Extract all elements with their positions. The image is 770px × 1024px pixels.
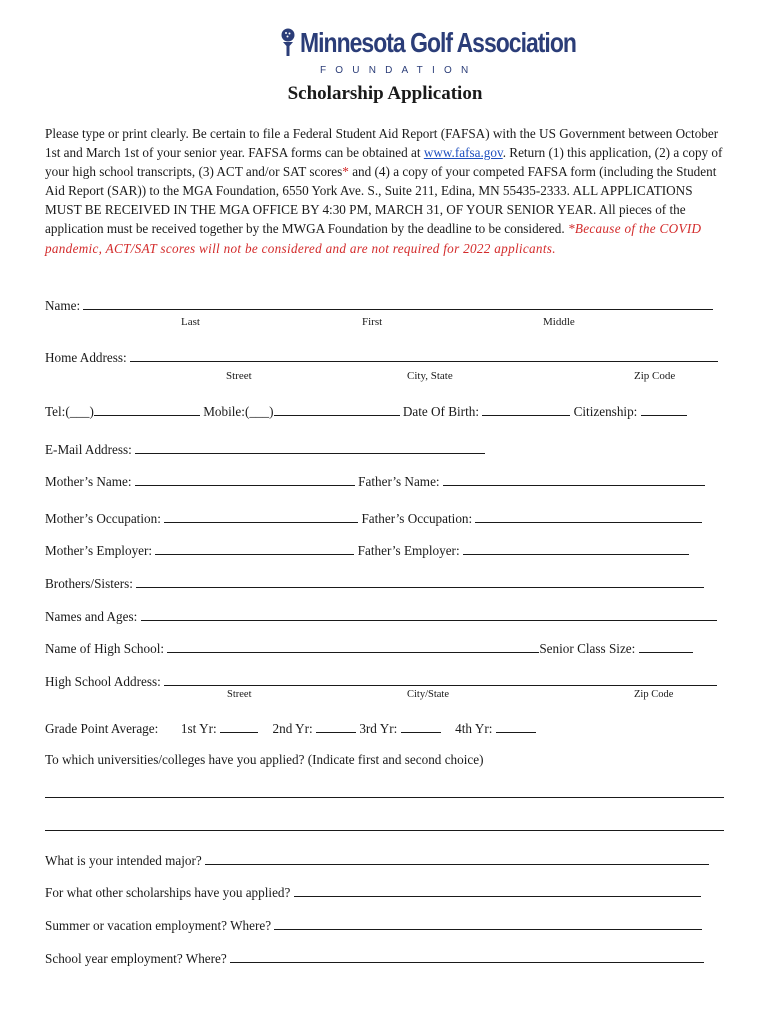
school-employment-label: School year employment? Where? xyxy=(45,951,227,966)
tel-field[interactable] xyxy=(94,403,200,416)
siblings-label: Brothers/Sisters: xyxy=(45,576,133,591)
mothers-occupation-field[interactable] xyxy=(164,510,358,523)
gpa-1st-label: 1st Yr: xyxy=(180,721,217,736)
mobile-field[interactable] xyxy=(274,403,400,416)
class-size-field[interactable] xyxy=(639,640,693,653)
instructions-text-2: . Return (1) this application, (2) a copy of your high school transcripts, (3) ACT and/or SAT scores xyxy=(45,145,723,180)
home-address-label: Home Address: xyxy=(45,350,127,365)
home-address-field[interactable] xyxy=(130,349,718,362)
hs-street-caption: Street xyxy=(227,689,252,700)
summer-employment-field[interactable] xyxy=(274,917,702,930)
gpa-3rd-label: 3rd Yr: xyxy=(359,721,398,736)
instructions-text-1: Please type or print clearly. Be certain to file a Federal Student Aid Report (FAFSA) with the US Government between October 1st and March 1st of your senior year. FAFSA forms can be obtained at xyxy=(45,126,719,161)
covid-note: *Because of the COVID pandemic, ACT/SAT scores will not be considered and are not required for 2022 applicants. xyxy=(45,221,702,256)
mga-foundation-logo xyxy=(278,24,576,80)
colleges-line-1[interactable] xyxy=(45,797,724,798)
hs-address-field[interactable] xyxy=(164,673,717,686)
fathers-occupation-field[interactable] xyxy=(475,510,702,523)
hs-city-caption: City/State xyxy=(407,689,449,700)
form-title: Scholarship Application xyxy=(287,83,483,104)
instructions-paragraph xyxy=(45,124,731,258)
name-field[interactable] xyxy=(83,297,713,310)
other-scholarships-field[interactable] xyxy=(294,884,701,897)
street-caption: Street xyxy=(226,370,252,382)
names-ages-field[interactable] xyxy=(141,608,717,621)
home-address-row xyxy=(45,349,718,366)
email-row xyxy=(45,441,485,458)
dob-label: Date Of Birth: xyxy=(402,404,479,419)
hs-address-row xyxy=(45,673,717,690)
fathers-employer-label: Father’s Employer: xyxy=(357,543,460,558)
fathers-name-label: Father’s Name: xyxy=(358,474,440,489)
mothers-employer-field[interactable] xyxy=(155,542,354,555)
fathers-employer-field[interactable] xyxy=(463,542,689,555)
high-school-label: Name of High School: xyxy=(45,641,165,656)
asterisk-marker: * xyxy=(342,164,349,180)
names-ages-label: Names and Ages: xyxy=(45,609,138,624)
citizenship-label: Citizenship: xyxy=(573,404,638,419)
major-field[interactable] xyxy=(205,852,709,865)
other-scholarships-label: For what other scholarships have you applied? xyxy=(45,885,291,900)
foundation-label: FOUNDATION xyxy=(320,65,478,76)
names-ages-row xyxy=(45,608,717,625)
parents-name-row xyxy=(45,473,705,490)
parents-occupation-row xyxy=(45,510,702,527)
name-label: Name: xyxy=(45,298,81,313)
colleges-question: To which universities/colleges have you applied? (Indicate first and second choice) xyxy=(45,752,484,767)
org-name: Minnesota Golf Association xyxy=(300,27,576,58)
citizenship-field[interactable] xyxy=(641,403,687,416)
gpa-4th-label: 4th Yr: xyxy=(455,721,493,736)
hs-address-label: High School Address: xyxy=(45,674,161,689)
gpa-row xyxy=(45,720,536,737)
gpa-2nd-field[interactable] xyxy=(316,720,356,733)
email-label: E-Mail Address: xyxy=(45,442,132,457)
gpa-1st-field[interactable] xyxy=(220,720,258,733)
colleges-line-2[interactable] xyxy=(45,830,724,831)
tel-label: Tel:(___) xyxy=(45,404,94,419)
fathers-name-field[interactable] xyxy=(443,473,705,486)
name-middle-caption: Middle xyxy=(543,316,575,328)
siblings-row xyxy=(45,575,704,592)
gpa-4th-field[interactable] xyxy=(496,720,536,733)
instructions-text-3: and (4) a copy of your competed FAFSA form (including the Student Aid Report (SAR)) to the MGA Foundation, 6550 York Ave. S., Suite 211, Edina, MN 55435-2333. ALL APPLICATIONS MUST BE RECEIVED IN THE MGA OFFICE BY 4:30 PM, MARCH 31, OF YOUR SENIOR YEAR. All pieces of the application must be received together by the MWGA Foundation by the deadline to be considered. xyxy=(45,164,717,237)
hs-zip-caption: Zip Code xyxy=(634,689,674,700)
summer-employment-row xyxy=(45,917,702,934)
other-scholarships-row xyxy=(45,884,701,901)
mothers-employer-label: Mother’s Employer: xyxy=(45,543,153,558)
fathers-occupation-label: Father’s Occupation: xyxy=(361,511,473,526)
mothers-name-label: Mother’s Name: xyxy=(45,474,132,489)
golf-ball-tee-icon xyxy=(280,28,296,58)
high-school-row xyxy=(45,640,693,657)
mothers-name-field[interactable] xyxy=(135,473,355,486)
gpa-2nd-label: 2nd Yr: xyxy=(272,721,313,736)
siblings-field[interactable] xyxy=(136,575,704,588)
parents-employer-row xyxy=(45,542,689,559)
summer-employment-label: Summer or vacation employment? Where? xyxy=(45,918,272,933)
contact-row xyxy=(45,403,687,420)
name-last-caption: Last xyxy=(181,316,200,328)
major-row xyxy=(45,852,709,869)
school-employment-field[interactable] xyxy=(230,950,704,963)
gpa-3rd-field[interactable] xyxy=(401,720,441,733)
mobile-label: Mobile:(___) xyxy=(203,404,274,419)
class-size-label: Senior Class Size: xyxy=(539,641,636,656)
gpa-label: Grade Point Average: xyxy=(45,721,159,736)
dob-field[interactable] xyxy=(482,403,570,416)
fafsa-link[interactable]: www.fafsa.gov xyxy=(423,145,503,161)
zip-code-caption: Zip Code xyxy=(634,370,676,382)
city-state-caption: City, State xyxy=(407,370,453,382)
school-employment-row xyxy=(45,950,704,967)
mothers-occupation-label: Mother’s Occupation: xyxy=(45,511,161,526)
major-label: What is your intended major? xyxy=(45,853,202,868)
name-first-caption: First xyxy=(362,316,383,328)
email-field[interactable] xyxy=(135,441,485,454)
high-school-field[interactable] xyxy=(167,640,539,653)
name-row xyxy=(45,297,713,314)
